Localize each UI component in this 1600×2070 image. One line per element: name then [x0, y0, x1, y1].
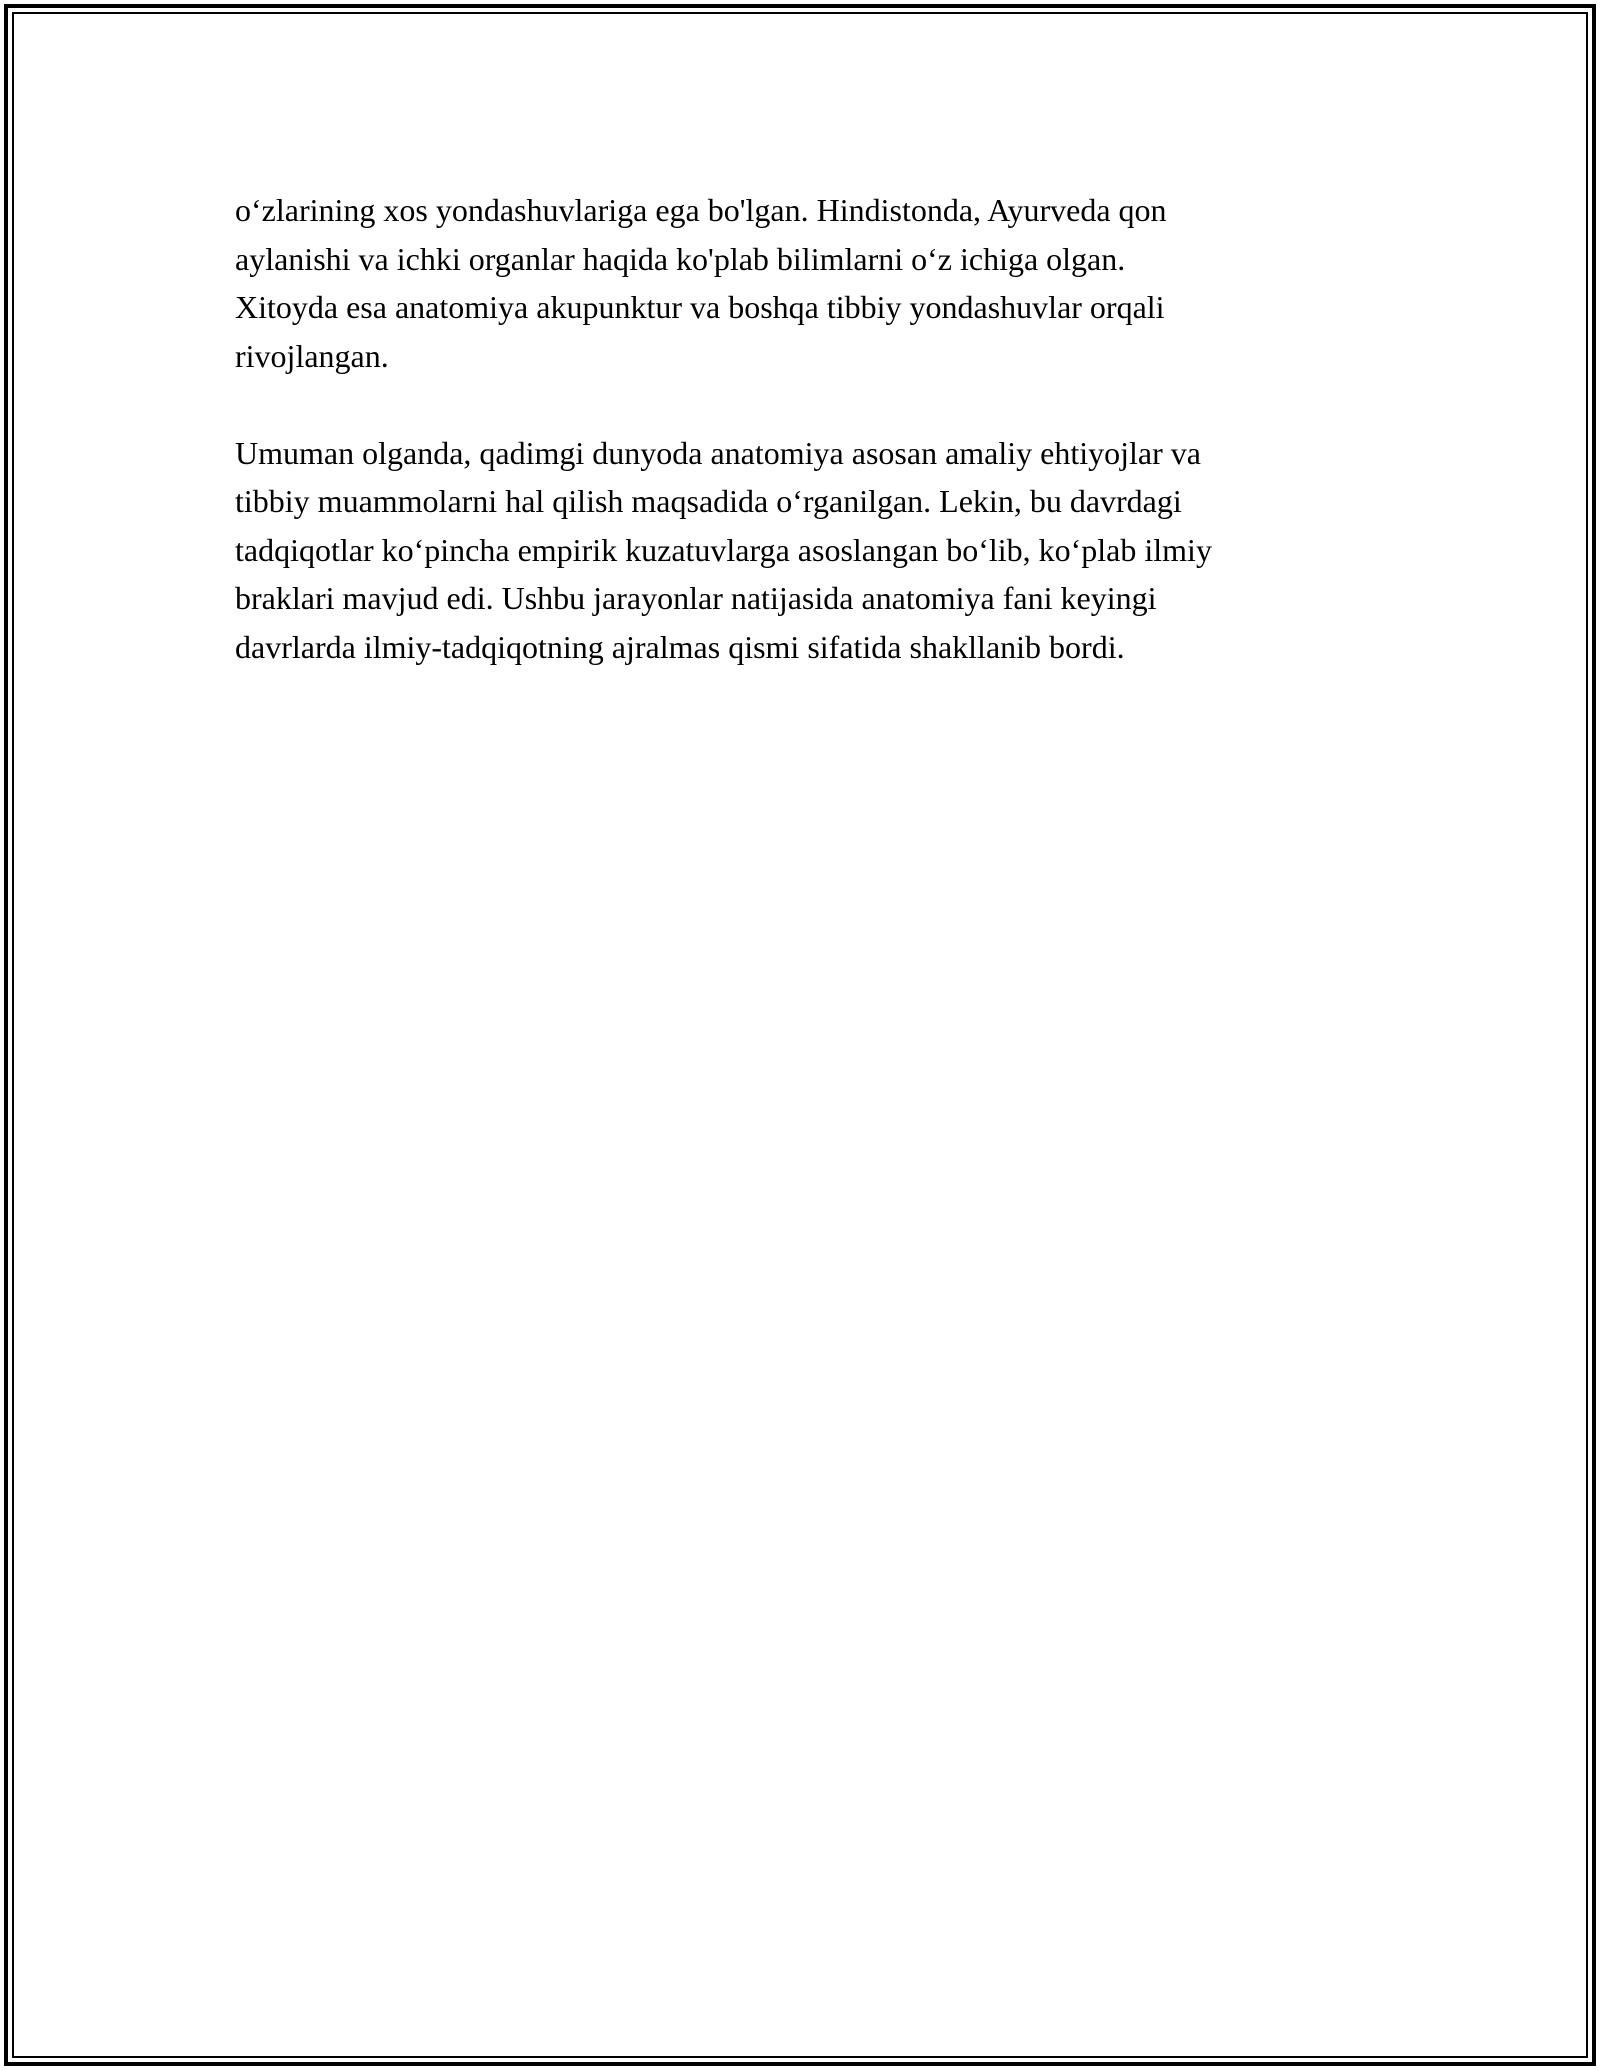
text-line: Umuman olganda, qadimgi dunyoda anatomiya asosan amaliy ehtiyojlar va: [235, 434, 1201, 471]
text-line: davrlarda ilmiy-tadqiqotning ajralmas qismi sifatida shakllanib bordi.: [235, 628, 1125, 665]
text-line: tadqiqotlar ko‘pincha empirik kuzatuvlarga asoslangan bo‘lib, ko‘plab ilmiy: [235, 531, 1212, 568]
document-body: [235, 186, 1385, 671]
text-line: tibbiy muammolarni hal qilish maqsadida o‘rganilgan. Lekin, bu davrdagi: [235, 483, 1182, 519]
text-line: braklari mavjud edi. Ushbu jarayonlar natijasida anatomiya fani keyingi: [235, 580, 1157, 616]
paragraph-1: [235, 186, 1385, 380]
text-line: o‘zlarining xos yondashuvlariga ega bo'lgan. Hindistonda, Ayurveda qon: [235, 192, 1167, 228]
text-line: aylanishi va ichki organlar haqida ko'plab bilimlarni o‘z ichiga olgan.: [235, 240, 1126, 277]
text-line: rivojlangan.: [235, 337, 389, 374]
text-line: Xitoyda esa anatomiya akupunktur va boshqa tibbiy yondashuvlar orqali: [235, 289, 1165, 325]
paragraph-2: [235, 429, 1385, 672]
